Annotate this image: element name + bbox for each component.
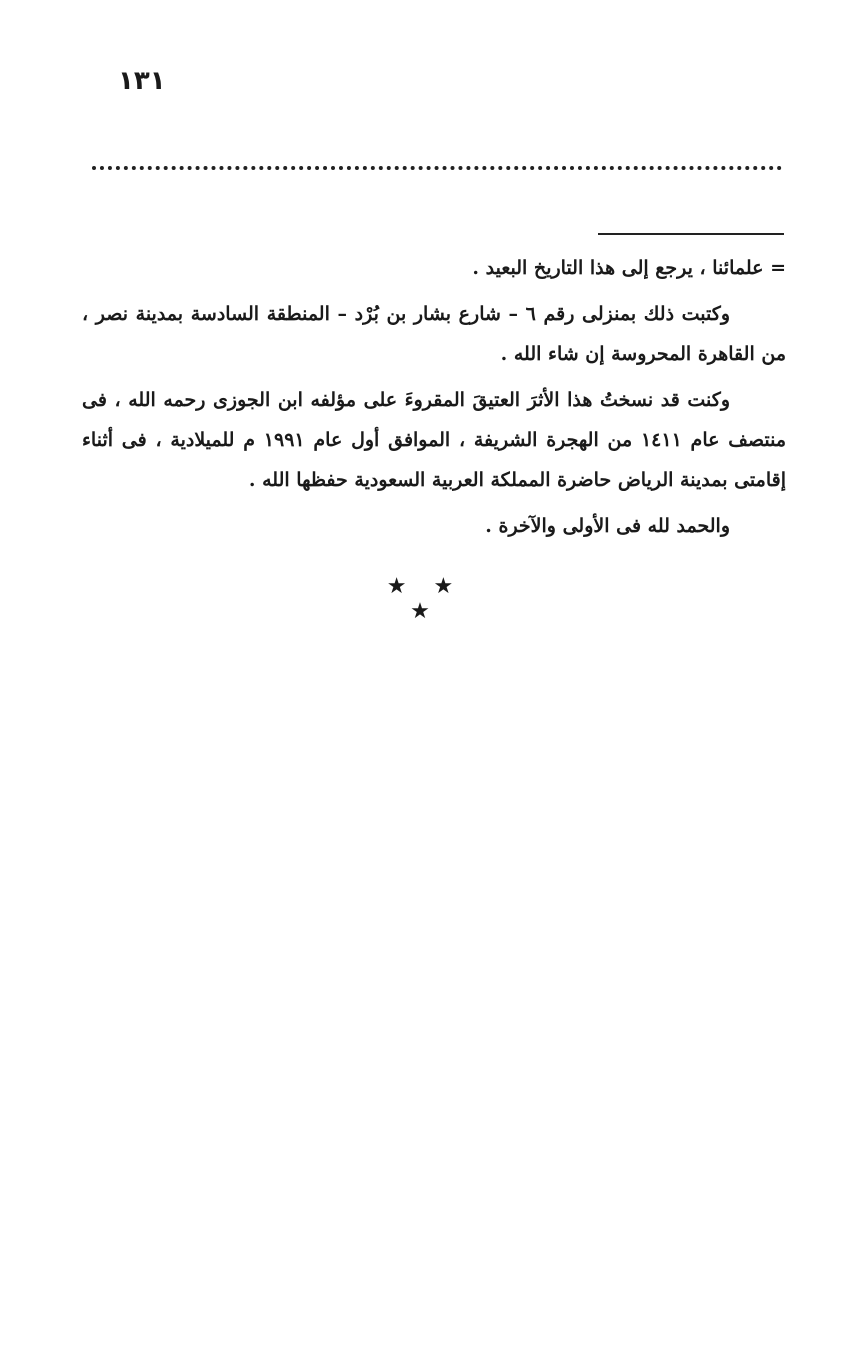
paragraph-closing-praise: والحمد لله فى الأولى والآخرة .	[485, 515, 730, 537]
footnote-continuation: = علمائنا ، يرجع إلى هذا التاريخ البعيد .	[472, 257, 786, 279]
body-text	[82, 248, 786, 546]
paragraph-copy-note: وكنت قد نسختُ هذا الأثرَ العتيقَ المقروءَ على مؤلفه ابن الجوزى رحمه الله ، فى منتصف عام ١٤١١ من الهجرة الشريفة ، الموافق أول عام ١٩٩١ م للميلادية ، فى أثناء إقامتى بمدينة الرياض حاضرة المملكة العربية السعودية حفظها الله .	[82, 389, 787, 491]
page-number: ١٣١	[118, 66, 166, 96]
section-end-ornament: ★ ★ ★	[386, 574, 464, 624]
paragraph-address: وكتبت ذلك بمنزلى رقم ٦ – شارع بشار بن بُرْد – المنطقة السادسة بمدينة نصر ، من القاهرة المحروسة إن شاء الله .	[82, 303, 786, 365]
dotted-separator	[92, 166, 782, 170]
footnote-rule	[598, 233, 784, 235]
